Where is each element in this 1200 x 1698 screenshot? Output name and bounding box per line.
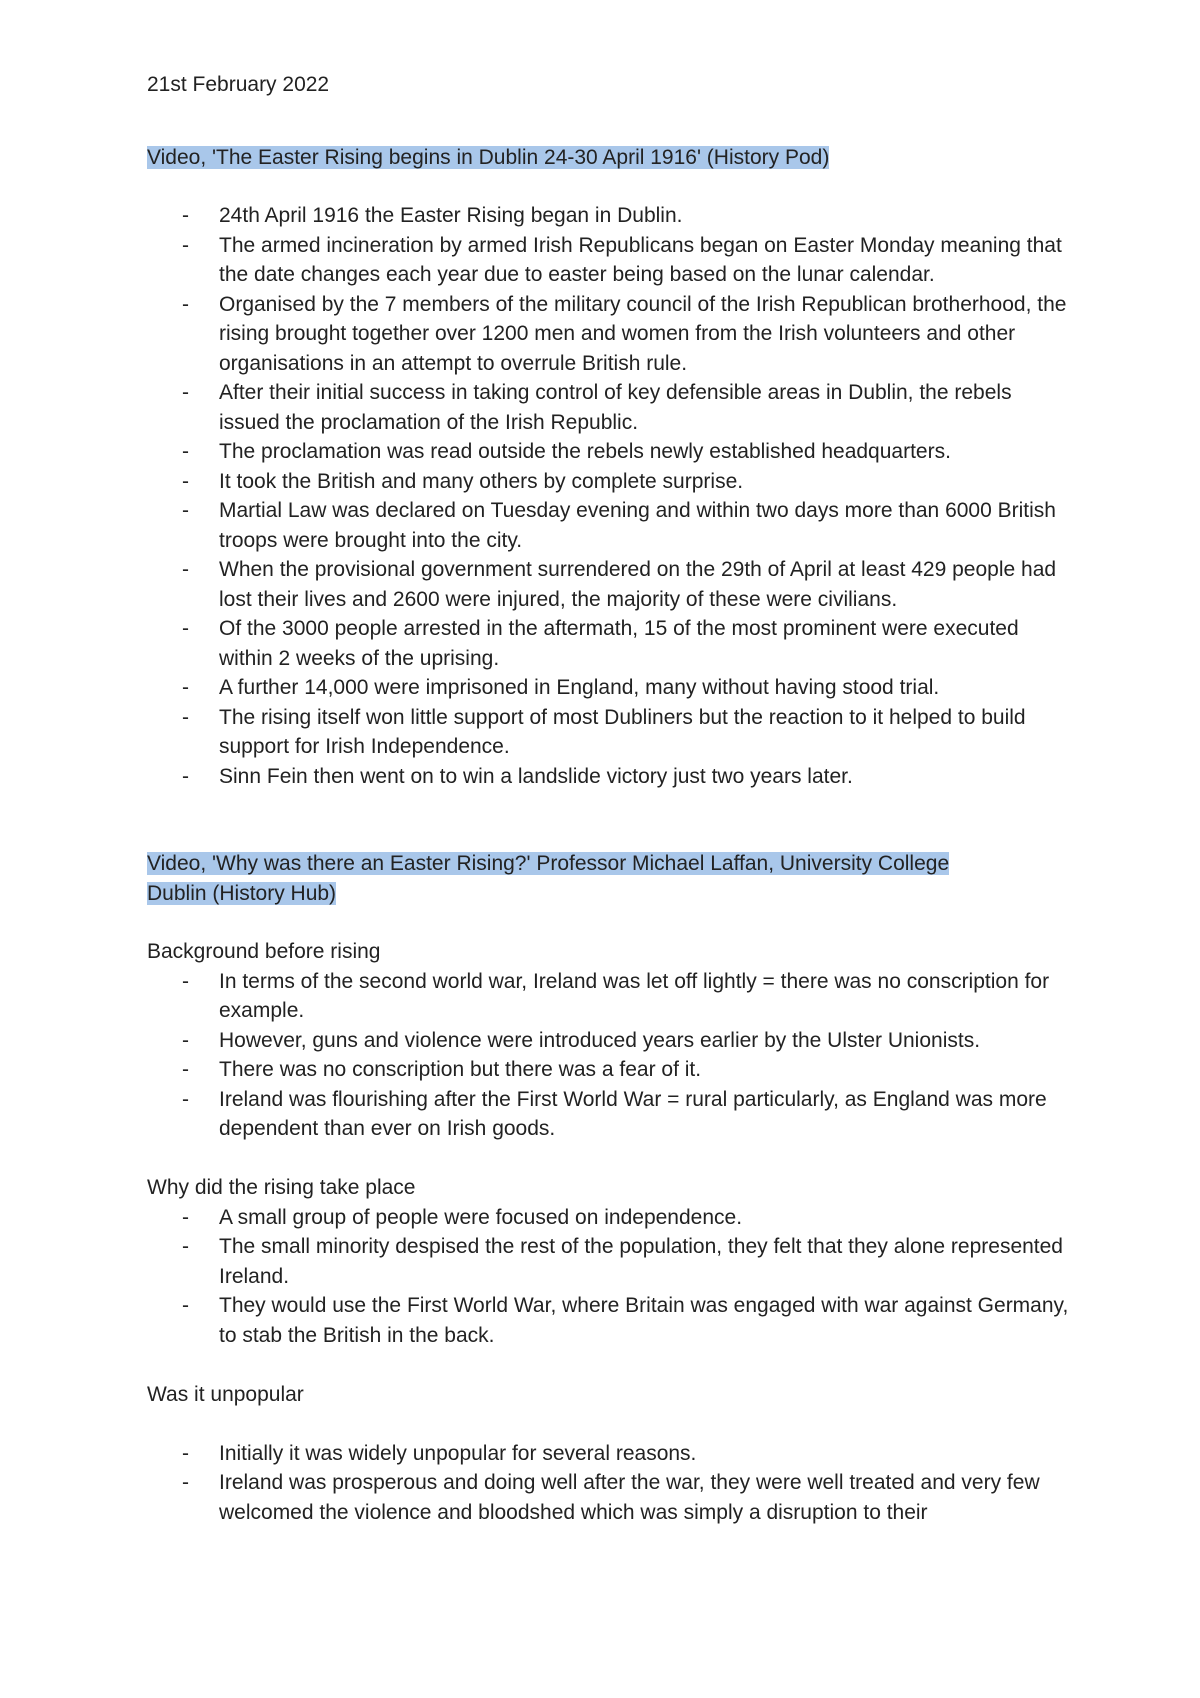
document-content: [147, 70, 1077, 1527]
section2-heading-line2: Dublin (History Hub): [147, 881, 337, 905]
list-item: - It took the British and many others by complete surprise.: [147, 467, 1077, 497]
section1-heading-text: Video, 'The Easter Rising begins in Dublin 24-30 April 1916' (History Pod): [147, 145, 830, 169]
list-item: - They would use the First World War, where Britain was engaged with war against Germany, to stab the British in the back.: [147, 1291, 1077, 1350]
dash-bullet: -: [182, 1028, 189, 1052]
list-item: - The proclamation was read outside the rebels newly established headquarters.: [147, 437, 1077, 467]
unpopular-bullet-list: [147, 1439, 1077, 1528]
dash-bullet: -: [182, 204, 189, 227]
dash-bullet: -: [182, 440, 189, 463]
list-item: - Sinn Fein then went on to win a landslide victory just two years later.: [147, 762, 1077, 792]
dash-bullet: -: [182, 1205, 189, 1229]
unpopular-subheading: Was it unpopular: [147, 1382, 304, 1406]
list-item: - There was no conscription but there was a fear of it.: [147, 1055, 1077, 1085]
list-item: - When the provisional government surrendered on the 29th of April at least 429 people had lost their lives and 2600 were injured, the majority of these were civilians.: [147, 555, 1077, 614]
list-item: - The small minority despised the rest of the population, they felt that they alone represented Ireland.: [147, 1232, 1077, 1291]
list-item: - However, guns and violence were introduced years earlier by the Ulster Unionists.: [147, 1026, 1077, 1056]
dash-bullet: -: [182, 617, 189, 640]
list-item: - A further 14,000 were imprisoned in England, many without having stood trial.: [147, 673, 1077, 703]
spacer: [147, 1409, 1077, 1439]
document-date: 21st February 2022: [147, 73, 330, 96]
dash-bullet: -: [182, 292, 189, 316]
background-bullet-list: [147, 967, 1077, 1144]
dash-bullet: -: [182, 1058, 189, 1081]
list-item: - Organised by the 7 members of the military council of the Irish Republican brotherhood, the rising brought together over 1200 men and women from the Irish volunteers and other organisations in an attempt to overrule British rule.: [147, 290, 1077, 379]
list-item: - The rising itself won little support of most Dubliners but the reaction to it helped to build support for Irish Independence.: [147, 703, 1077, 762]
dash-bullet: -: [182, 1441, 189, 1465]
list-item: - Ireland was prosperous and doing well after the war, they were well treated and very few welcomed the violence and bloodshed which was simply a disruption to their: [147, 1468, 1077, 1527]
list-item: - After their initial success in taking control of key defensible areas in Dublin, the rebels issued the proclamation of the Irish Republic.: [147, 378, 1077, 437]
dash-bullet: -: [182, 1294, 189, 1317]
list-item: - In terms of the second world war, Ireland was let off lightly = there was no conscription for example.: [147, 967, 1077, 1026]
spacer: [147, 791, 1077, 849]
spacer: [147, 1350, 1077, 1380]
background-subheading: Background before rising: [147, 940, 381, 963]
dash-bullet: -: [182, 381, 189, 404]
list-item: - Initially it was widely unpopular for several reasons.: [147, 1439, 1077, 1469]
list-item: - Martial Law was declared on Tuesday evening and within two days more than 6000 British troops were brought into the city.: [147, 496, 1077, 555]
dash-bullet: -: [182, 1471, 189, 1494]
list-item: - The armed incineration by armed Irish Republicans began on Easter Monday meaning that the date changes each year due to easter being based on the lunar calendar.: [147, 231, 1077, 290]
dash-bullet: -: [182, 558, 189, 581]
section1-heading: [147, 143, 1077, 173]
dash-bullet: -: [182, 469, 189, 493]
list-item: - 24th April 1916 the Easter Rising began in Dublin.: [147, 201, 1077, 231]
section2-heading: [147, 849, 1077, 908]
spacer: [147, 1144, 1077, 1174]
section1-bullet-list: [147, 201, 1077, 791]
list-item: - Ireland was flourishing after the First World War = rural particularly, as England was more dependent than ever on Irish goods.: [147, 1085, 1077, 1144]
dash-bullet: -: [182, 969, 189, 993]
dash-bullet: -: [182, 705, 189, 729]
list-item: - Of the 3000 people arrested in the aftermath, 15 of the most prominent were executed within 2 weeks of the uprising.: [147, 614, 1077, 673]
section2-heading-line1: Video, 'Why was there an Easter Rising?' Professor Michael Laffan, University College: [147, 852, 950, 875]
dash-bullet: -: [182, 676, 189, 699]
dash-bullet: -: [182, 1087, 189, 1111]
dash-bullet: -: [182, 764, 189, 788]
dash-bullet: -: [182, 1235, 189, 1258]
list-item: - A small group of people were focused on independence.: [147, 1203, 1077, 1233]
dash-bullet: -: [182, 233, 189, 257]
why-bullet-list: [147, 1203, 1077, 1351]
dash-bullet: -: [182, 499, 189, 522]
why-subheading: Why did the rising take place: [147, 1176, 416, 1199]
